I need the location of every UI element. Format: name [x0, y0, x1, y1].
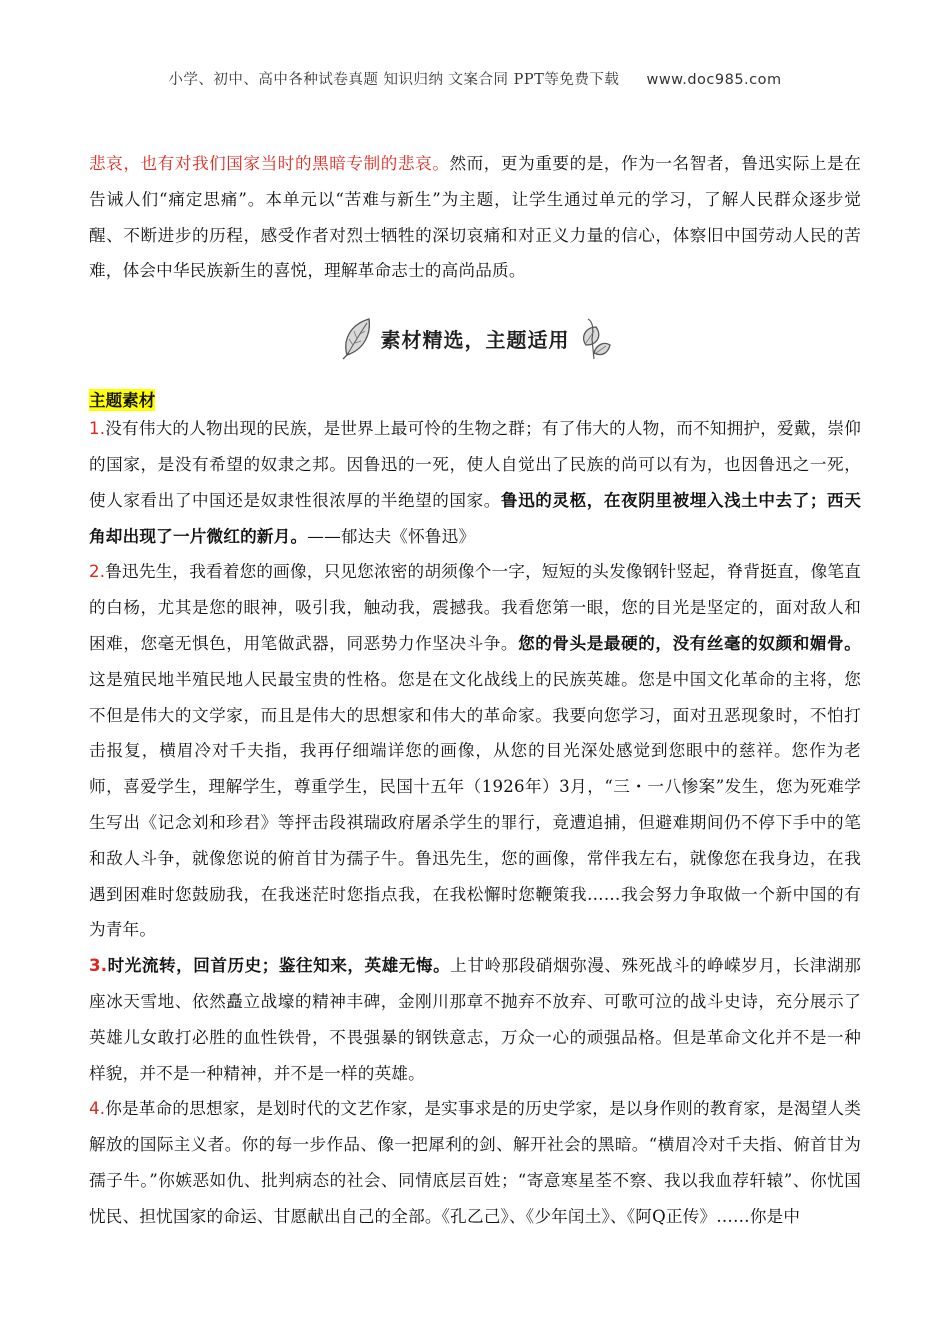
leaf-icon	[574, 315, 612, 361]
item-text: 你是革命的思想家，是划时代的文艺作家，是实事求是的历史学家，是以身作则的教育家，是渴望人类解放的国际主义者。你的每一步作品、像一把犀利的剑、解开社会的黑暗。“横眉冷对千夫指、俯首甘为孺子牛。”你嫉恶如仇、批判病态的社会、同情底层百姓；“寄意寒星荃不察、我以我血荐轩辕”、你忧国忧民、担忧国家的命运、甘愿献出自己的全部。《孔乙己》、《少年闰土》、《阿Q正传》……你是中	[89, 1099, 861, 1226]
item-text: 没有伟大的人物出现的民族，是世界上最可怜的生物之群；有了伟大的人物，而不知拥护，爱戴，崇仰的国家，是没有希望的奴隶之邦。因鲁迅的一死，使人自觉出了民族的尚可以有为，也因鲁迅之一死，使人家看出了中国还是奴隶性很浓厚的半绝望的国家。	[89, 419, 861, 510]
item-text: 鲁迅先生，我看着您的画像，只见您浓密的胡须像个一字，短短的头发像钢针竖起，脊背挺直，像笔直的白杨，尤其是您的眼神，吸引我，触动我，震撼我。我看您第一眼，您的目光是坚定的，面对敌人和困难，您毫无惧色，用笔做武器，同恶势力作坚决斗争。	[89, 562, 861, 653]
item-bold-text: 鲁迅的灵柩，在夜阴里被埋入浅土中去了；西天角却出现了一片微红的新月。	[89, 489, 861, 546]
intro-red-text: 悲哀，也有对我们国家当时的黑暗专制的悲哀。	[89, 154, 450, 173]
section-title: 主题素材	[89, 390, 156, 411]
document-body	[89, 146, 861, 1235]
list-item	[89, 554, 861, 948]
item-number: 2.	[89, 562, 106, 582]
item-text: 上甘岭那段硝烟弥漫、殊死战斗的峥嵘岁月，长津湖那座冰天雪地、依然矗立战壕的精神丰碑，金刚川那章不抛弃不放弃、可歌可泣的战斗史诗，充分展示了英雄儿女敢打必胜的血性铁骨，不畏强暴的钢铁意志，万众一心的顽强品格。但是革命文化并不是一种样貌，并不是一种精神，并不是一样的英雄。	[89, 956, 861, 1083]
item-number: 3.	[89, 956, 108, 976]
header-site-link[interactable]: www.doc985.com	[646, 72, 782, 88]
leaf-icon	[339, 315, 377, 361]
intro-paragraph	[89, 146, 861, 289]
item-number: 4.	[89, 1099, 106, 1119]
item-bold-text: 时光流转，回首历史；鉴往知来，英雄无悔。	[107, 955, 451, 976]
item-bold-text: 您的骨头是最硬的，没有丝毫的奴颜和媚骨。	[518, 632, 861, 653]
intro-text: 然而，更为重要的是，作为一名智者，鲁迅实际上是在告诫人们“痛定思痛”。本单元以“苦难与新生”为主题，让学生通过单元的学习，了解人民群众逐步觉醒、不断进步的历程，感受作者对烈士牺牲的深切哀痛和对正义力量的信心，体察旧中国劳动人民的苦难，体会中华民族新生的喜悦，理解革命志士的高尚品质。	[89, 154, 861, 281]
list-item	[89, 411, 861, 554]
section-banner	[89, 295, 861, 381]
banner-title: 素材精选，主题适用	[380, 327, 570, 352]
header-text: 小学、初中、高中各种试卷真题 知识归纳 文案合同 PPT等免费下载	[168, 72, 620, 88]
list-item	[89, 948, 861, 1091]
item-text: ——郁达夫《怀鲁迅》	[307, 526, 476, 546]
item-text: 这是殖民地半殖民地人民最宝贵的性格。您是在文化战线上的民族英雄。您是中国文化革命的主将，您不但是伟大的文学家，而且是伟大的思想家和伟大的革命家。我要向您学习，面对丑恶现象时，不怕打击报复，横眉冷对千夫指，我再仔细端详您的画像，从您的目光深处感觉到您眼中的慈祥。您作为老师，喜爱学生，理解学生，尊重学生，民国十五年（1926年）3月，“三・一八惨案”发生，您为死难学生写出《记念刘和珍君》等抨击段祺瑞政府屠杀学生的罪行，竟遭追捕，但避难期间仍不停下手中的笔和敌人斗争，就像您说的俯首甘为孺子牛。鲁迅先生，您的画像，常伴我左右，就像您在我身边，在我遇到困难时您鼓励我，在我迷茫时您指点我，在我松懈时您鞭策我……我会努力争取做一个新中国的有为青年。	[89, 669, 861, 940]
list-item	[89, 1091, 861, 1234]
item-number: 1.	[89, 419, 106, 439]
page-header	[0, 68, 950, 89]
